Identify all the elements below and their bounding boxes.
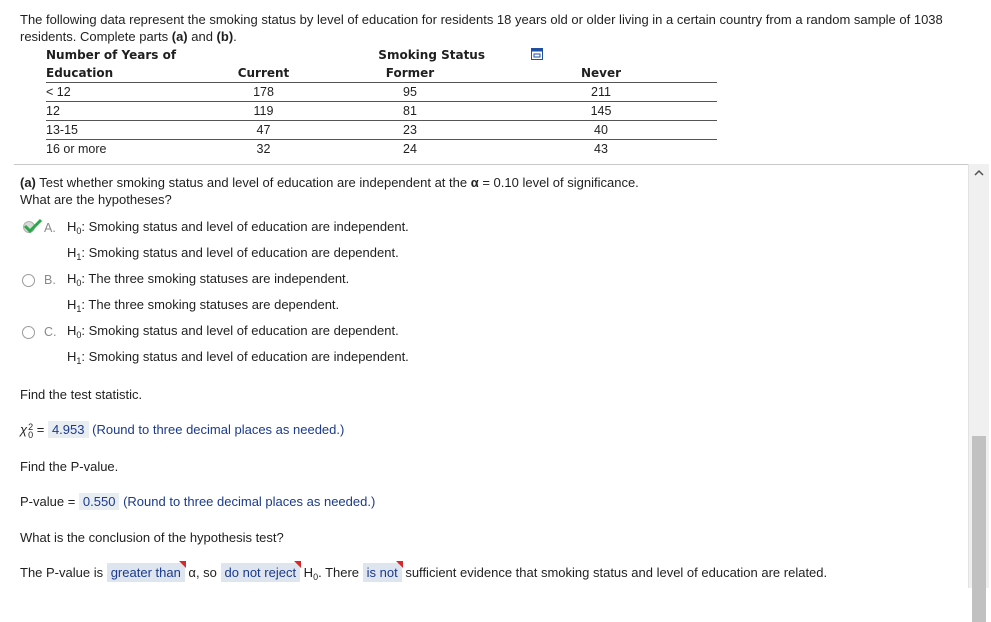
conclusion-post: sufficient evidence that smoking status and level of education are related. <box>401 565 828 580</box>
h-letter: H <box>67 323 77 338</box>
decision-dropdown-value: do not reject <box>224 565 297 580</box>
option-b-letter: B. <box>44 273 56 287</box>
cell-former: 23 <box>335 121 485 140</box>
h-letter: H <box>67 219 77 234</box>
part-a-label: (a) <box>20 175 36 190</box>
equals-sign: = <box>33 422 48 437</box>
comparison-dropdown-value: greater than <box>110 565 181 580</box>
chi-sup: 2 <box>28 421 34 432</box>
scroll-thumb[interactable] <box>972 436 986 622</box>
header-education: Education <box>46 66 114 80</box>
h1-sub: 1 <box>76 252 82 262</box>
test-stat-hint: (Round to three decimal places as needed.) <box>92 422 345 437</box>
evidence-dropdown-value: is not <box>366 565 398 580</box>
cell-current: 47 <box>192 121 335 140</box>
h1-sub: 1 <box>76 356 82 366</box>
scroll-up-arrow-icon[interactable] <box>974 168 984 178</box>
decision-dropdown[interactable] <box>221 563 301 582</box>
option-a-letter: A. <box>44 221 56 235</box>
h-letter: H <box>67 297 77 312</box>
option-a-h0-text: : Smoking status and level of education are independent. <box>81 219 409 234</box>
h-letter: H <box>67 349 77 364</box>
test-stat-line <box>20 421 344 439</box>
evidence-dropdown[interactable] <box>363 563 402 582</box>
intro-end: . <box>233 29 237 44</box>
conclusion-line <box>20 564 827 586</box>
conclusion-pre: The P-value is <box>20 565 107 580</box>
cell-current: 32 <box>192 140 335 159</box>
h-letter: H <box>67 245 77 260</box>
conclusion-mid: . There <box>318 565 363 580</box>
cell-never: 40 <box>485 121 717 140</box>
cell-former: 81 <box>335 102 485 121</box>
cell-former: 24 <box>335 140 485 159</box>
header-smoking-status: Smoking Status <box>378 48 485 62</box>
option-a-h1-text: : Smoking status and level of education are dependent. <box>81 245 399 260</box>
conclusion-h-sub: 0 <box>313 572 319 582</box>
col-header-current: Current <box>237 66 290 80</box>
col-header-former: Former <box>385 66 435 80</box>
cell-current: 178 <box>192 83 335 102</box>
option-c-h1-text: : Smoking status and level of education are independent. <box>81 349 409 364</box>
part-a-text: Test whether smoking status and level of education are independent at the <box>35 175 471 190</box>
header-years-of: Number of Years of <box>46 48 177 62</box>
option-c-h0-text: : Smoking status and level of education are dependent. <box>81 323 399 338</box>
conclusion-h: H <box>300 565 314 580</box>
h0-sub: 0 <box>76 278 82 288</box>
test-stat-prompt: Find the test statistic. <box>20 387 143 402</box>
hypotheses-question: What are the hypotheses? <box>20 192 172 207</box>
table-row <box>46 140 717 159</box>
dropdown-flag-icon <box>396 561 403 568</box>
cell-former: 95 <box>335 83 485 102</box>
option-c-radio[interactable] <box>22 326 35 339</box>
smoking-data-table <box>46 46 717 158</box>
cell-never: 43 <box>485 140 717 159</box>
option-b-h1-text: : The three smoking statuses are dependent. <box>81 297 340 312</box>
option-c-letter: C. <box>44 325 57 339</box>
pvalue-hint: (Round to three decimal places as needed.) <box>123 494 376 509</box>
dropdown-flag-icon <box>294 561 301 568</box>
row-label: 12 <box>46 102 192 121</box>
h0-sub: 0 <box>76 330 82 340</box>
section-divider <box>14 164 970 165</box>
intro-text: The following data represent the smoking status by level of education for residents 18 years old or older living in a certain country from a random sample of 1038 residents. Complete parts <box>20 12 943 44</box>
option-b-h0-text: : The three smoking statuses are independent. <box>81 271 350 286</box>
option-c-h1 <box>67 346 487 372</box>
option-b-radio[interactable] <box>22 274 35 287</box>
table-row <box>46 121 717 140</box>
comparison-dropdown[interactable] <box>107 563 185 582</box>
cell-never: 145 <box>485 102 717 121</box>
row-label: 16 or more <box>46 140 192 159</box>
problem-intro <box>20 11 980 45</box>
col-header-never: Never <box>580 66 622 80</box>
option-b-h0 <box>67 268 487 294</box>
checkmark-icon <box>22 218 46 234</box>
row-label: 13-15 <box>46 121 192 140</box>
pvalue-prompt: Find the P-value. <box>20 459 119 474</box>
conclusion-prompt: What is the conclusion of the hypothesis test? <box>20 530 284 545</box>
pvalue-line <box>20 493 375 510</box>
table-row <box>46 102 717 121</box>
intro-part-b: (b) <box>216 29 234 44</box>
option-a-h1 <box>67 242 487 268</box>
part-a-question <box>20 174 639 191</box>
option-c-h0 <box>67 320 487 346</box>
test-stat-answer[interactable]: 4.953 <box>48 421 89 438</box>
alpha-symbol: α <box>470 175 479 190</box>
h1-sub: 1 <box>76 304 82 314</box>
cell-never: 211 <box>485 83 717 102</box>
pvalue-label: P-value = <box>20 494 79 509</box>
intro-part-a: (a) <box>171 29 188 44</box>
part-a-text-end: = 0.10 level of significance. <box>478 175 639 190</box>
copy-table-icon[interactable] <box>531 48 543 60</box>
cell-current: 119 <box>192 102 335 121</box>
option-b-h1 <box>67 294 487 320</box>
dropdown-flag-icon <box>179 561 186 568</box>
vertical-scrollbar[interactable] <box>968 164 989 588</box>
table-row <box>46 83 717 102</box>
pvalue-answer[interactable]: 0.550 <box>79 493 120 510</box>
h0-sub: 0 <box>76 226 82 236</box>
option-a-h0 <box>67 216 487 242</box>
chi-symbol: χ <box>20 422 28 437</box>
chi-sub: 0 <box>28 429 34 440</box>
conclusion-alpha-so: α, so <box>184 565 221 580</box>
row-label: < 12 <box>46 83 192 102</box>
intro-and: and <box>187 29 217 44</box>
h-letter: H <box>67 271 77 286</box>
